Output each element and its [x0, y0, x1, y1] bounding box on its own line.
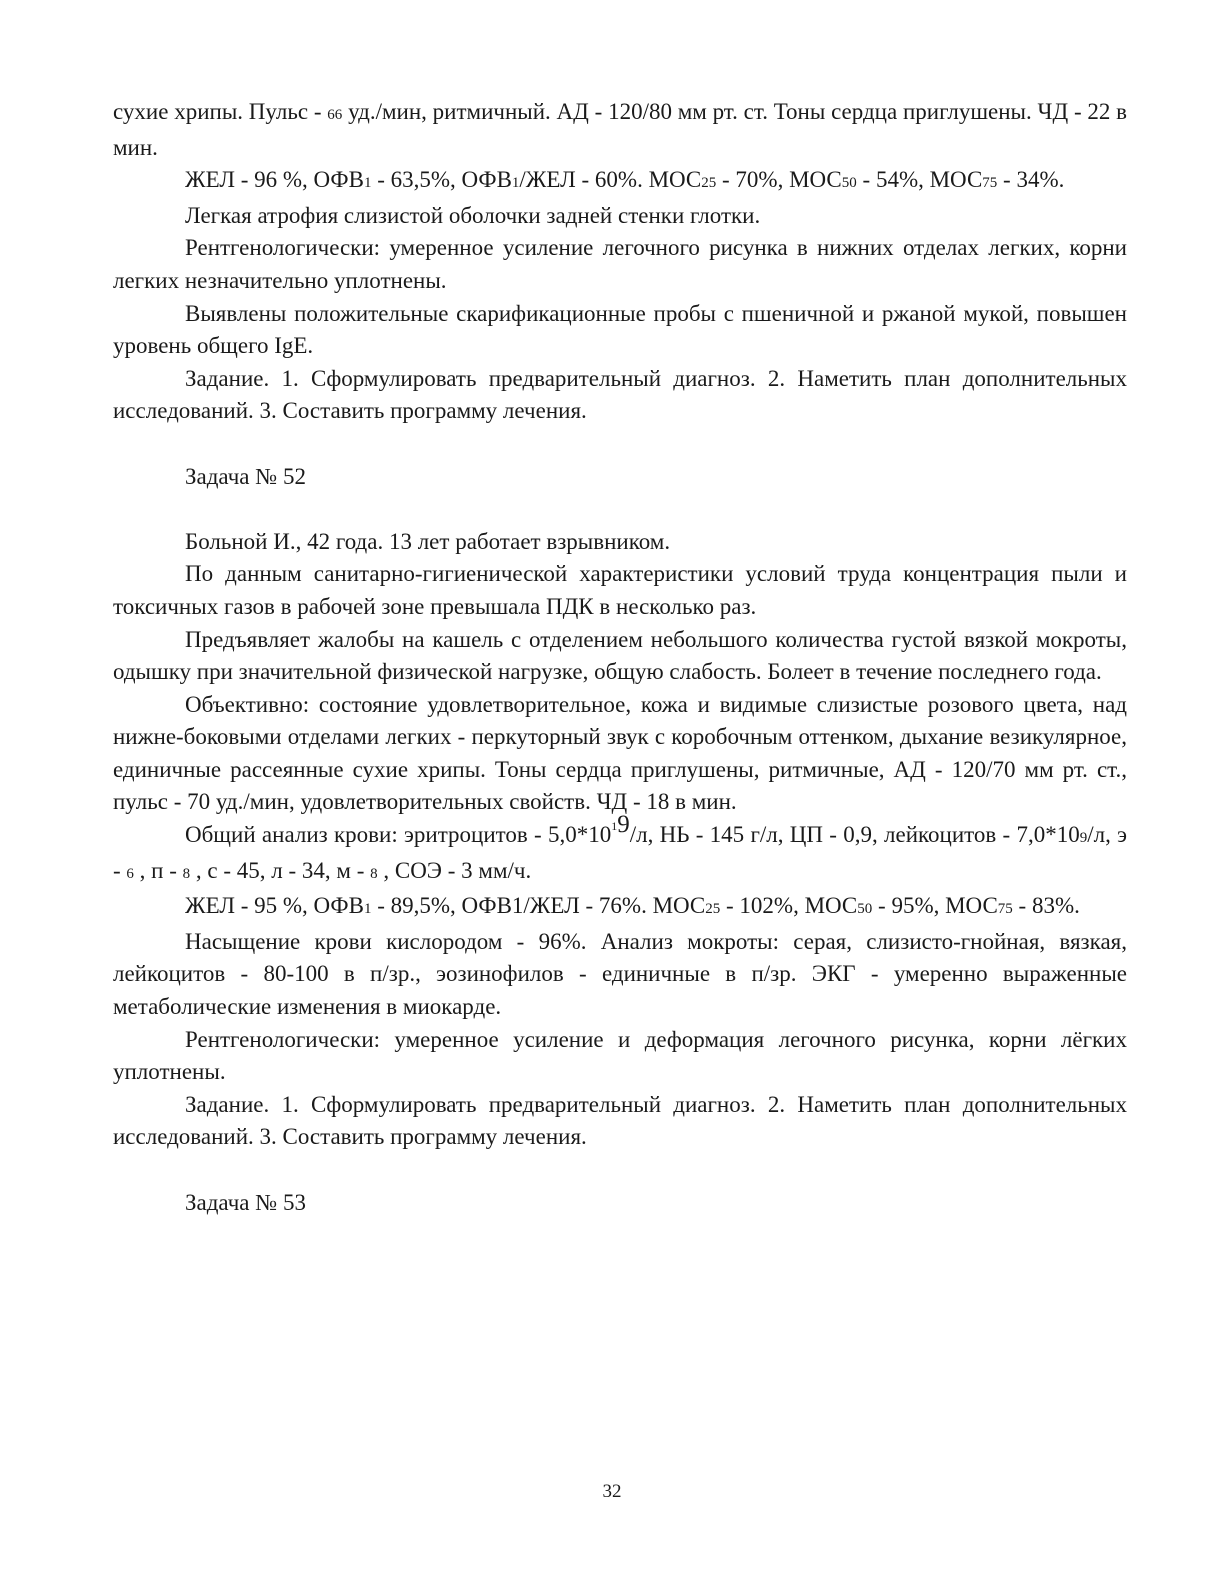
text-run: /л, э - [113, 822, 1127, 883]
paragraph-objective: Объективно: состояние удовлетворительное, кожа и видимые слизистые розового цвета, над нижне-боковыми отделами легких - перкуторный звук с коробочным оттенком, дыхание везикулярное, единичные рассеянные сухие хрипы. Тоны сердца приглушены, ритмичные, АД - 120/70 мм рт. ст., пульс - 70 уд./мин, удовлетворительных свойств. ЧД - 18 в мин. [113, 691, 1127, 815]
text-run: - 83%. [1012, 893, 1080, 919]
paragraph-work-conditions: По данным санитарно-гигиенической характеристики условий труда концентрация пыли и токсичных газов в рабочей зоне превышала ПДК в несколько раз. [113, 561, 1127, 619]
subscript: 75 [997, 901, 1013, 918]
paragraph-oxygen-sputum: Насыщение крови кислородом - 96%. Анализ мокроты: серая, слизисто-гнойная, вязкая, лейкоцитов - 80-100 в п/зр., эозинофилов - единичные в п/зр. ЭКГ - умеренно выраженные метаболические изменения в миокарде. [113, 928, 1127, 1020]
subscript: 75 [982, 175, 998, 192]
text-run: - 70%, МОС [716, 167, 842, 193]
page-number: 32 [602, 1481, 622, 1502]
paragraph-task-51: Задание. 1. Сформулировать предварительный диагноз. 2. Наметить план дополнительных исследований. 3. Составить программу лечения. [113, 365, 1127, 424]
text-run: ЖЕЛ - 96 %, ОФВ [185, 167, 364, 193]
pulse-value: 66 [327, 107, 343, 123]
heading-task-53: Задача № 53 [185, 1189, 306, 1215]
paragraph-spirometry-52 [113, 890, 1127, 926]
text-run: ЖЕЛ - 95 %, ОФВ [185, 893, 364, 919]
text-run: сухие хрипы. Пульс - [113, 99, 322, 124]
subscript: 1 [511, 175, 520, 192]
text-run: уд./мин, ритмичный. АД - 120/80 мм рт. ст. Тоны сердца приглушены. ЧД - 22 в мин. [113, 99, 1128, 160]
monocytes-value: 8 [370, 865, 378, 882]
text-run: - 54%, МОС [856, 167, 983, 193]
superscript: 1 [611, 819, 618, 834]
text-run: /ЖЕЛ - 60%. МОС [519, 167, 702, 193]
text-run: /л, НЬ - 145 г/л, ЦП - 0,9, лейкоцитов - 7,0*10 [629, 822, 1080, 848]
subscript: 25 [701, 175, 717, 192]
text-run: , СОЭ - 3 мм/ч. [383, 857, 532, 883]
paragraph-xray-52: Рентгенологически: умеренное усиление и деформация легочного рисунка, корни лёгких уплотнены. [113, 1026, 1127, 1085]
eosinophils-value: 6 [126, 865, 134, 882]
paragraph-allergy-tests: Выявлены положительные скарификационные пробы с пшеничной и ржаной мукой, повышен уровень общего IgE. [113, 300, 1127, 359]
text-run: , с - 45, л - 34, м - [195, 857, 365, 883]
heading-task-52: Задача № 52 [185, 463, 306, 489]
text-run: - 63,5%, ОФВ [371, 167, 512, 193]
paragraph-patient: Больной И., 42 года. 13 лет работает взрывником. [185, 528, 671, 554]
spacer [113, 428, 1127, 461]
paragraph-task-52: Задание. 1. Сформулировать предварительный диагноз. 2. Наметить план дополнительных исследований. 3. Составить программу лечения. [113, 1091, 1127, 1150]
spacer [113, 493, 1127, 526]
band-value: 8 [182, 865, 191, 882]
subscript: 1 [363, 175, 372, 192]
spacer [113, 1154, 1127, 1187]
text-run: - 95%, МОС [872, 893, 998, 919]
paragraph-spirometry-51 [113, 164, 1127, 200]
text-run: - 102%, МОС [720, 893, 858, 919]
paragraph-exam-end [113, 96, 1127, 164]
paragraph-pharynx: Легкая атрофия слизистой оболочки задней стенки глотки. [185, 202, 761, 228]
text-run: - 89,5%, ОФВ1/ЖЕЛ - 76%. МОС [371, 893, 706, 919]
subscript: 50 [841, 175, 857, 192]
paragraph-xray-51: Рентгенологически: умеренное усиление легочного рисунка в нижних отделах легких, корни легких незначительно уплотнены. [113, 235, 1127, 293]
subscript: 25 [705, 901, 721, 918]
text-run: Общий анализ крови: эритроцитов - 5,0*10 [185, 822, 612, 848]
text-run: , п - [139, 857, 177, 883]
text-run: - 34%. [997, 167, 1065, 193]
paragraph-complaints: Предъявляет жалобы на кашель с отделением небольшого количества густой вязкой мокроты, одышку при значительной физической нагрузке, общую слабость. Болеет в течение последнего года. [113, 626, 1127, 685]
paragraph-blood-test [113, 811, 1127, 890]
document-body [113, 96, 1127, 1219]
subscript: 50 [857, 901, 873, 918]
subscript: 1 [363, 901, 372, 918]
subscript: 9 [1079, 830, 1088, 847]
superscript: 9 [617, 811, 630, 839]
